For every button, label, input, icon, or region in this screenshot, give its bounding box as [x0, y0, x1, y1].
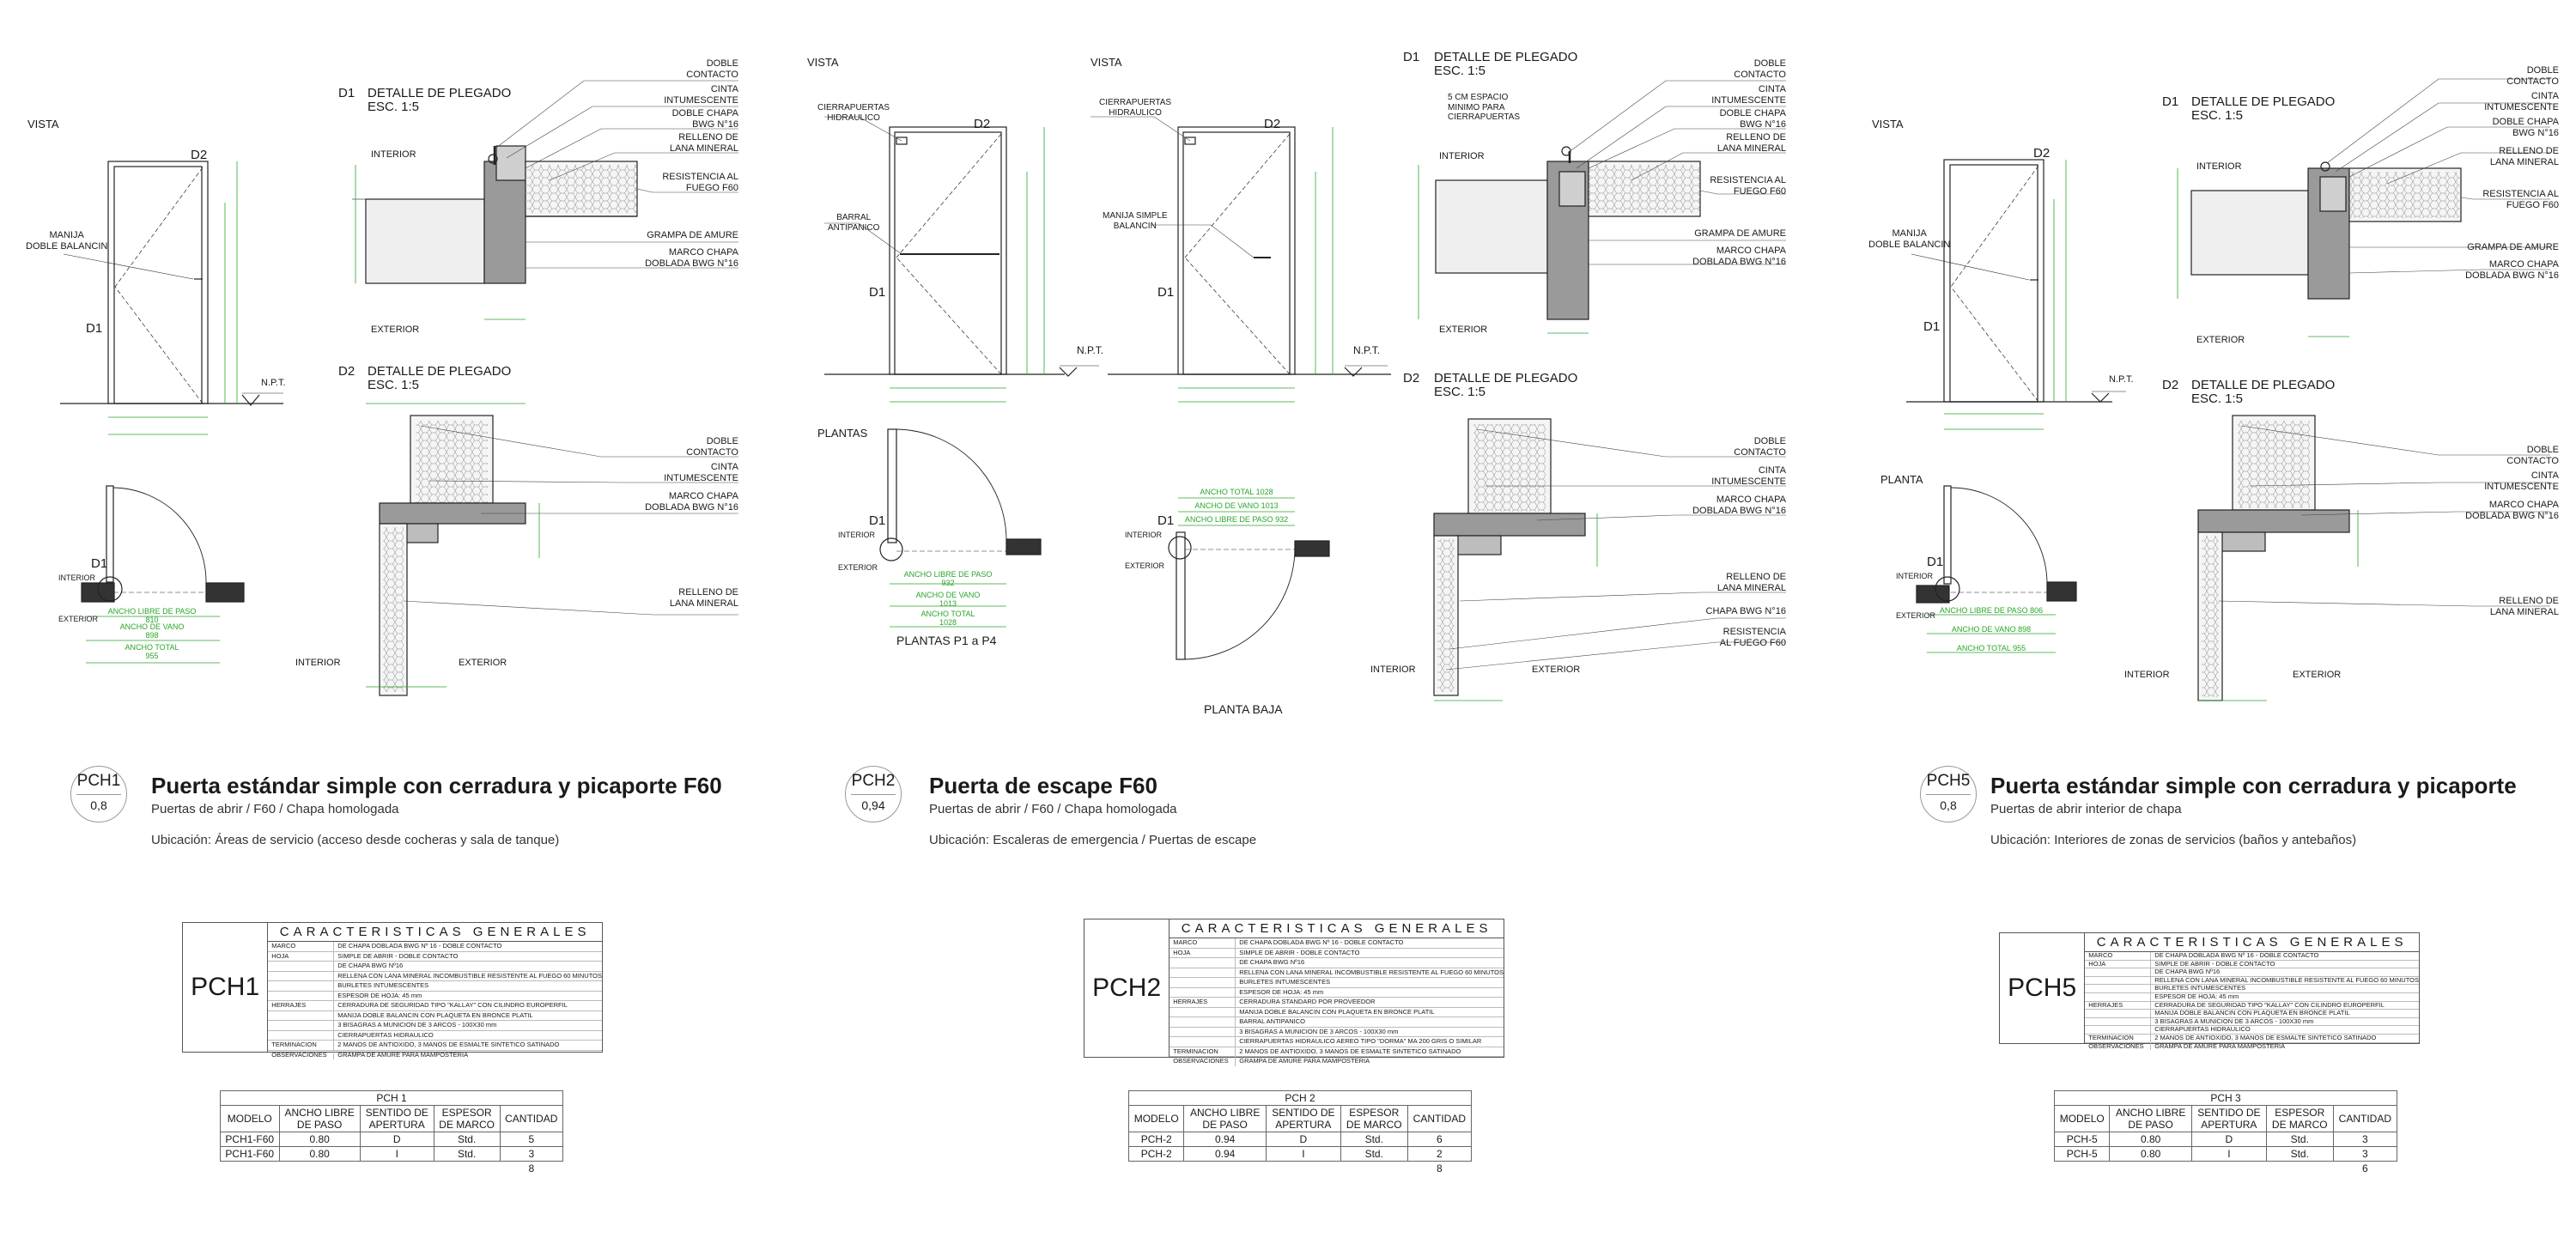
spec-row: HOJA SIMPLE DE ABRIR - DOBLE CONTACTO — [268, 952, 602, 962]
d2-callout-3: MARCO CHAPA DOBLADA BWG N°16 — [1692, 495, 1786, 516]
detail2-title: DETALLE DE PLEGADO — [2191, 378, 2336, 392]
d1-callout-3: DOBLE CHAPA BWG N°16 — [671, 108, 738, 130]
qty-header: CANTIDAD — [2333, 1106, 2397, 1132]
detail1-interior: INTERIOR — [1439, 151, 1485, 161]
plan-exterior: EXTERIOR — [1896, 611, 1936, 620]
ancho-vano: ANCHO DE VANO 898 — [1951, 625, 2032, 634]
manija-label: MANIJA DOBLE BALANCIN — [1868, 228, 1951, 250]
detail2-title: DETALLE DE PLEGADO — [1434, 371, 1578, 385]
detail2-scale: ESC. 1:5 — [1434, 385, 1486, 399]
npt-label: N.P.T. — [2109, 374, 2134, 385]
spec-code: PCH2 — [1084, 919, 1170, 1057]
badge-pch2 — [845, 766, 902, 822]
door-subtitle: Puertas de abrir / F60 / Chapa homologada — [929, 802, 1177, 816]
qty-caption: PCH 3 — [2055, 1091, 2397, 1106]
detail2-exterior: EXTERIOR — [2293, 670, 2342, 680]
plan-d1-tag: D1 — [1927, 555, 1944, 569]
spec-table-pch5 — [1999, 932, 2420, 1050]
d2-tag: D2 — [191, 148, 208, 162]
spec-table-pch2 — [1084, 919, 1504, 1065]
spec-row: OBSERVACIONES GRAMPA DE AMURE PARA MAMPOSTERIA — [1170, 1057, 1504, 1066]
npt-b-label: N.P.T. — [1353, 344, 1381, 356]
d1-callout-4: RELLENO DE LANA MINERAL — [1716, 132, 1786, 154]
detail1-title: DETALLE DE PLEGADO — [368, 86, 512, 100]
spec-row: MANIJA DOBLE BALANCIN CON PLAQUETA EN BRONCE PLATIL — [1170, 1008, 1504, 1018]
spec-row: MARCO DE CHAPA DOBLADA BWG Nº 16 - DOBLE CONTACTO — [1170, 938, 1504, 949]
planta-label: PLANTA — [1880, 473, 1923, 486]
d1-callout-1: DOBLE CONTACTO — [2506, 65, 2559, 87]
qty-header: CANTIDAD — [500, 1106, 562, 1132]
spec-row: ESPESOR DE HOJA: 45 mm — [1170, 988, 1504, 998]
spec-row: RELLENA CON LANA MINERAL INCOMBUSTIBLE RESISTENTE AL FUEGO 60 MINUTOS — [268, 972, 602, 982]
door-ubicacion: Ubicación: Escaleras de emergencia / Puertas de escape — [929, 833, 1257, 847]
spec-row: 3 BISAGRAS A MUNICION DE 3 ARCOS - 100X30 mm — [2085, 1018, 2419, 1027]
panel-pch5 — [1838, 0, 2576, 1238]
qty-header: SENTIDO DE APERTURA — [2191, 1106, 2266, 1132]
qty-header: ESPESOR DE MARCO — [434, 1106, 500, 1132]
table-row: PCH-2 0.94 I Std. 2 — [1129, 1147, 1472, 1162]
spec-row: ESPESOR DE HOJA: 45 mm — [2085, 993, 2419, 1002]
detail2-scale: ESC. 1:5 — [368, 378, 420, 392]
qty-table-pch1 — [220, 1090, 563, 1175]
plan-b-total: ANCHO TOTAL 1028 — [1200, 488, 1273, 496]
d1-callout-5: RESISTENCIA AL FUEGO F60 — [1710, 175, 1786, 197]
spec-header: CARACTERISTICAS GENERALES — [2085, 933, 2419, 952]
spec-row: BURLETES INTUMESCENTES — [268, 981, 602, 992]
d1-callout-1: DOBLE CONTACTO — [686, 58, 738, 80]
d2-b-tag: D2 — [1264, 117, 1281, 131]
detail1-tag: D1 — [338, 86, 355, 100]
badge-code: PCH1 — [76, 772, 121, 795]
spec-row: MARCO DE CHAPA DOBLADA BWG Nº 16 - DOBLE CONTACTO — [2085, 952, 2419, 961]
spec-row: RELLENA CON LANA MINERAL INCOMBUSTIBLE RESISTENTE AL FUEGO 60 MINUTOS — [1170, 968, 1504, 979]
detail2-tag: D2 — [338, 364, 355, 379]
d1-b-tag: D1 — [1157, 285, 1175, 300]
qty-header: MODELO — [1129, 1106, 1184, 1132]
spec-row: HERRAJES CERRADURA STANDARD POR PROVEEDOR — [1170, 998, 1504, 1008]
d2-callout-4: RELLENO DE LANA MINERAL — [2489, 596, 2559, 617]
spec-row: OBSERVACIONES GRAMPA DE AMURE PARA MAMPOSTERIA — [268, 1051, 602, 1060]
manija-label: MANIJA DOBLE BALANCIN — [26, 230, 108, 252]
d1-callout-3: DOBLE CHAPA BWG N°16 — [2492, 117, 2559, 138]
spec-row: CIERRAPUERTAS HIDRAULICO — [268, 1031, 602, 1041]
d2-callout-3: MARCO CHAPA DOBLADA BWG N°16 — [2465, 500, 2559, 521]
detail1-exterior: EXTERIOR — [371, 325, 420, 335]
plan-b-vano: ANCHO DE VANO 1013 — [1194, 501, 1279, 510]
spec-code: PCH1 — [183, 923, 268, 1052]
qty-table-pch5 — [2054, 1090, 2397, 1175]
ancho-total: ANCHO TOTAL 955 — [125, 643, 179, 660]
detail1-interior: INTERIOR — [2196, 161, 2242, 172]
plan-d1-tag: D1 — [91, 556, 108, 571]
d2-callout-5: CHAPA BWG N°16 — [1705, 606, 1786, 616]
detail1-scale: ESC. 1:5 — [368, 100, 420, 114]
spec-row: MARCO DE CHAPA DOBLADA BWG Nº 16 - DOBLE CONTACTO — [268, 942, 602, 952]
qty-caption: PCH 1 — [221, 1091, 563, 1106]
badge-pch1 — [70, 766, 127, 822]
spec-row: TERMINACION 2 MANOS DE ANTIOXIDO, 3 MANOS DE ESMALTE SINTETICO SATINADO — [1170, 1047, 1504, 1058]
cierra-b-label: CIERRAPUERTAS HIDRAULICO — [1099, 98, 1172, 118]
spec-row: MANIJA DOBLE BALANCIN CON PLAQUETA EN BRONCE PLATIL — [268, 1011, 602, 1022]
ancho-paso: ANCHO LIBRE DE PASO 810 — [107, 607, 197, 624]
d2-a-tag: D2 — [974, 117, 991, 131]
detail2-interior: INTERIOR — [295, 658, 341, 668]
qty-total: 8 — [1436, 1162, 1443, 1174]
door-title: Puerta estándar simple con cerradura y picaporte F60 — [151, 773, 722, 798]
qty-header: ESPESOR DE MARCO — [2266, 1106, 2333, 1132]
detail1-title: DETALLE DE PLEGADO — [2191, 94, 2336, 109]
d1-callout-1: DOBLE CONTACTO — [1734, 58, 1786, 80]
plan-b-paso: ANCHO LIBRE DE PASO 932 — [1184, 515, 1289, 524]
badge-num: 0,8 — [90, 798, 107, 812]
qty-header: ANCHO LIBRE DE PASO — [1184, 1106, 1266, 1132]
d2-callout-6: RESISTENCIA AL FUEGO F60 — [1719, 627, 1786, 648]
vista-a-label: VISTA — [807, 56, 839, 69]
plan-a-exterior: EXTERIOR — [838, 563, 878, 572]
detail1-tag: D1 — [1403, 50, 1420, 64]
panel-pch2 — [807, 0, 1838, 1238]
plan-a-vano: ANCHO DE VANO 1013 — [915, 591, 981, 608]
detail2-interior: INTERIOR — [1370, 665, 1416, 675]
d1-callout-5: RESISTENCIA AL FUEGO F60 — [662, 172, 738, 193]
spec-row: BARRAL ANTIPANICO — [1170, 1017, 1504, 1028]
badge-pch5 — [1920, 766, 1977, 822]
table-row: PCH-5 0.80 I Std. 3 — [2055, 1147, 2397, 1162]
spec-row: ESPESOR DE HOJA: 45 mm — [268, 992, 602, 1002]
d2-callout-2: CINTA INTUMESCENTE — [1711, 465, 1786, 487]
plan-a-paso: ANCHO LIBRE DE PASO 932 — [903, 570, 993, 587]
d1-callout-4: RELLENO DE LANA MINERAL — [2489, 146, 2559, 167]
npt-a-label: N.P.T. — [1077, 344, 1104, 356]
detail1-exterior: EXTERIOR — [2196, 335, 2245, 345]
spec-header: CARACTERISTICAS GENERALES — [1170, 919, 1504, 938]
detail2-exterior: EXTERIOR — [459, 658, 507, 668]
door-title: Puerta estándar simple con cerradura y picaporte — [1990, 773, 2517, 798]
plan-a-total: ANCHO TOTAL 1028 — [920, 610, 975, 627]
d2-callout-3: MARCO CHAPA DOBLADA BWG N°16 — [645, 491, 738, 513]
badge-num: 0,8 — [1940, 798, 1957, 812]
qty-caption: PCH 2 — [1129, 1091, 1472, 1106]
detail2-scale: ESC. 1:5 — [2191, 391, 2244, 406]
plan-b-interior: INTERIOR — [1125, 531, 1163, 539]
plan-interior: INTERIOR — [1896, 572, 1934, 580]
spec-row: HOJA SIMPLE DE ABRIR - DOBLE CONTACTO — [1170, 949, 1504, 959]
spec-table-pch1 — [182, 922, 603, 1059]
detail2-exterior: EXTERIOR — [1532, 665, 1581, 675]
detail1-tag: D1 — [2162, 94, 2179, 109]
qty-header: SENTIDO DE APERTURA — [1266, 1106, 1340, 1132]
d1-callout-2: CINTA INTUMESCENTE — [1711, 84, 1786, 106]
vista-label: VISTA — [1872, 118, 1904, 130]
d2-callout-2: CINTA INTUMESCENTE — [2484, 470, 2559, 492]
npt-label: N.P.T. — [261, 378, 286, 388]
d2-tag: D2 — [2033, 146, 2050, 161]
d2-callout-4: RELLENO DE LANA MINERAL — [1716, 572, 1786, 593]
detail1-exterior: EXTERIOR — [1439, 325, 1488, 335]
spec-row: CIERRAPUERTAS HIDRAULICO — [2085, 1026, 2419, 1035]
detail1-interior: INTERIOR — [371, 149, 416, 160]
d1-callout-6: GRAMPA DE AMURE — [647, 230, 738, 240]
spec-row: HERRAJES CERRADURA DE SEGURIDAD TIPO "KALLAY" CON CILINDRO EUROPERFIL — [2085, 1002, 2419, 1010]
spec-row: DE CHAPA BWG Nº16 — [2085, 968, 2419, 977]
d2-callout-1: DOBLE CONTACTO — [1734, 436, 1786, 458]
planta-baja-caption: PLANTA BAJA — [1204, 702, 1283, 716]
door-ubicacion: Ubicación: Áreas de servicio (acceso desde cocheras y sala de tanque) — [151, 833, 560, 847]
panel-pch1 — [0, 0, 807, 1238]
detail2-title: DETALLE DE PLEGADO — [368, 364, 512, 379]
door-ubicacion: Ubicación: Interiores de zonas de servicios (baños y antebaños) — [1990, 833, 2357, 847]
d2-callout-2: CINTA INTUMESCENTE — [664, 462, 738, 483]
spec-row: HOJA SIMPLE DE ABRIR - DOBLE CONTACTO — [2085, 961, 2419, 969]
spec-row: MANIJA DOBLE BALANCIN CON PLAQUETA EN BRONCE PLATIL — [2085, 1010, 2419, 1018]
qty-header: MODELO — [221, 1106, 280, 1132]
ancho-vano: ANCHO DE VANO 898 — [119, 622, 185, 640]
badge-code: PCH5 — [1926, 772, 1971, 795]
spec-row: BURLETES INTUMESCENTES — [1170, 978, 1504, 988]
plan-a-interior: INTERIOR — [838, 531, 876, 539]
d1-callout-7: MARCO CHAPA DOBLADA BWG N°16 — [1692, 246, 1786, 267]
d1-callout-5: RESISTENCIA AL FUEGO F60 — [2482, 189, 2559, 210]
d1-callout-3: DOBLE CHAPA BWG N°16 — [1719, 108, 1786, 130]
detail1-scale: ESC. 1:5 — [1434, 64, 1486, 78]
plan-exterior: EXTERIOR — [58, 615, 99, 623]
door-subtitle: Puertas de abrir interior de chapa — [1990, 802, 2182, 816]
detail1-note: 5 CM ESPACIO MINIMO PARA CIERRAPUERTAS — [1448, 93, 1521, 122]
vista-label: VISTA — [27, 118, 59, 130]
spec-row: TERMINACION 2 MANOS DE ANTIOXIDO, 3 MANOS DE ESMALTE SINTETICO SATINADO — [268, 1041, 602, 1051]
manija-label: MANIJA SIMPLE BALANCIN — [1103, 211, 1168, 231]
spec-header: CARACTERISTICAS GENERALES — [268, 923, 602, 942]
qty-header: ANCHO LIBRE DE PASO — [279, 1106, 360, 1132]
qty-header: ANCHO LIBRE DE PASO — [2110, 1106, 2191, 1132]
detail1-title: DETALLE DE PLEGADO — [1434, 50, 1578, 64]
spec-row: HERRAJES CERRADURA DE SEGURIDAD TIPO "KALLAY" CON CILINDRO EUROPERFIL — [268, 1001, 602, 1011]
plantas-caption: PLANTAS P1 a P4 — [896, 634, 997, 647]
vista-b-label: VISTA — [1091, 56, 1122, 69]
plan-interior: INTERIOR — [58, 573, 96, 582]
ancho-total: ANCHO TOTAL 955 — [1956, 644, 2026, 652]
table-row: PCH-2 0.94 D Std. 6 — [1129, 1132, 1472, 1147]
d1-callout-2: CINTA INTUMESCENTE — [664, 84, 738, 106]
table-row: PCH1-F60 0.80 I Std. 3 — [221, 1147, 563, 1162]
qty-header: CANTIDAD — [1407, 1106, 1471, 1132]
badge-code: PCH2 — [851, 772, 896, 795]
table-row: PCH1-F60 0.80 D Std. 5 — [221, 1132, 563, 1147]
spec-row: BURLETES INTUMESCENTES — [2085, 985, 2419, 993]
ancho-paso: ANCHO LIBRE DE PASO 806 — [1939, 606, 2044, 615]
d2-callout-4: RELLENO DE LANA MINERAL — [669, 587, 738, 609]
qty-total: 8 — [528, 1162, 535, 1174]
d1-callout-7: MARCO CHAPA DOBLADA BWG N°16 — [645, 247, 738, 269]
spec-row: 3 BISAGRAS A MUNICION DE 3 ARCOS - 100X30 mm — [268, 1021, 602, 1031]
detail2-tag: D2 — [1403, 371, 1420, 385]
spec-row: RELLENA CON LANA MINERAL INCOMBUSTIBLE RESISTENTE AL FUEGO 60 MINUTOS — [2085, 977, 2419, 986]
d1-callout-6: GRAMPA DE AMURE — [2467, 242, 2559, 252]
d2-callout-1: DOBLE CONTACTO — [686, 436, 738, 458]
d2-callout-1: DOBLE CONTACTO — [2506, 445, 2559, 466]
spec-row: 3 BISAGRAS A MUNICION DE 3 ARCOS - 100X30 mm — [1170, 1028, 1504, 1038]
spec-row: CIERRAPUERTAS HIDRAULICO AEREO TIPO "DORMA" MA 200 GRIS O SIMILAR — [1170, 1037, 1504, 1047]
d1-a-tag: D1 — [869, 285, 886, 300]
d1-callout-2: CINTA INTUMESCENTE — [2484, 91, 2559, 112]
qty-table-pch2 — [1128, 1090, 1472, 1175]
spec-row: DE CHAPA BWG Nº16 — [1170, 958, 1504, 968]
table-row: PCH-5 0.80 D Std. 3 — [2055, 1132, 2397, 1147]
barral-label: BARRAL ANTIPANICO — [828, 213, 880, 233]
door-subtitle: Puertas de abrir / F60 / Chapa homologada — [151, 802, 399, 816]
plan-b-exterior: EXTERIOR — [1125, 561, 1165, 570]
detail2-tag: D2 — [2162, 378, 2179, 392]
plantas-label: PLANTAS — [817, 427, 868, 440]
detail2-interior: INTERIOR — [2124, 670, 2170, 680]
plan-a-d1: D1 — [869, 513, 886, 528]
qty-header: ESPESOR DE MARCO — [1340, 1106, 1407, 1132]
qty-header: SENTIDO DE APERTURA — [360, 1106, 434, 1132]
d1-tag: D1 — [1923, 319, 1941, 334]
cierra-a-label: CIERRAPUERTAS HIDRAULICO — [817, 103, 890, 123]
detail1-scale: ESC. 1:5 — [2191, 108, 2244, 123]
plan-b-d1: D1 — [1157, 513, 1175, 528]
d1-callout-6: GRAMPA DE AMURE — [1694, 228, 1786, 239]
spec-row: DE CHAPA BWG Nº16 — [268, 962, 602, 972]
d1-callout-7: MARCO CHAPA DOBLADA BWG N°16 — [2465, 259, 2559, 281]
qty-header: MODELO — [2055, 1106, 2110, 1132]
qty-total: 6 — [2361, 1162, 2368, 1174]
spec-code: PCH5 — [2000, 933, 2085, 1043]
d1-callout-4: RELLENO DE LANA MINERAL — [669, 132, 738, 154]
spec-row: OBSERVACIONES GRAMPA DE AMURE PARA MAMPOSTERIA — [2085, 1043, 2419, 1051]
door-title: Puerta de escape F60 — [929, 773, 1157, 798]
badge-num: 0,94 — [861, 798, 885, 812]
spec-row: TERMINACION 2 MANOS DE ANTIOXIDO, 3 MANOS DE ESMALTE SINTETICO SATINADO — [2085, 1035, 2419, 1043]
d1-tag: D1 — [86, 321, 103, 336]
